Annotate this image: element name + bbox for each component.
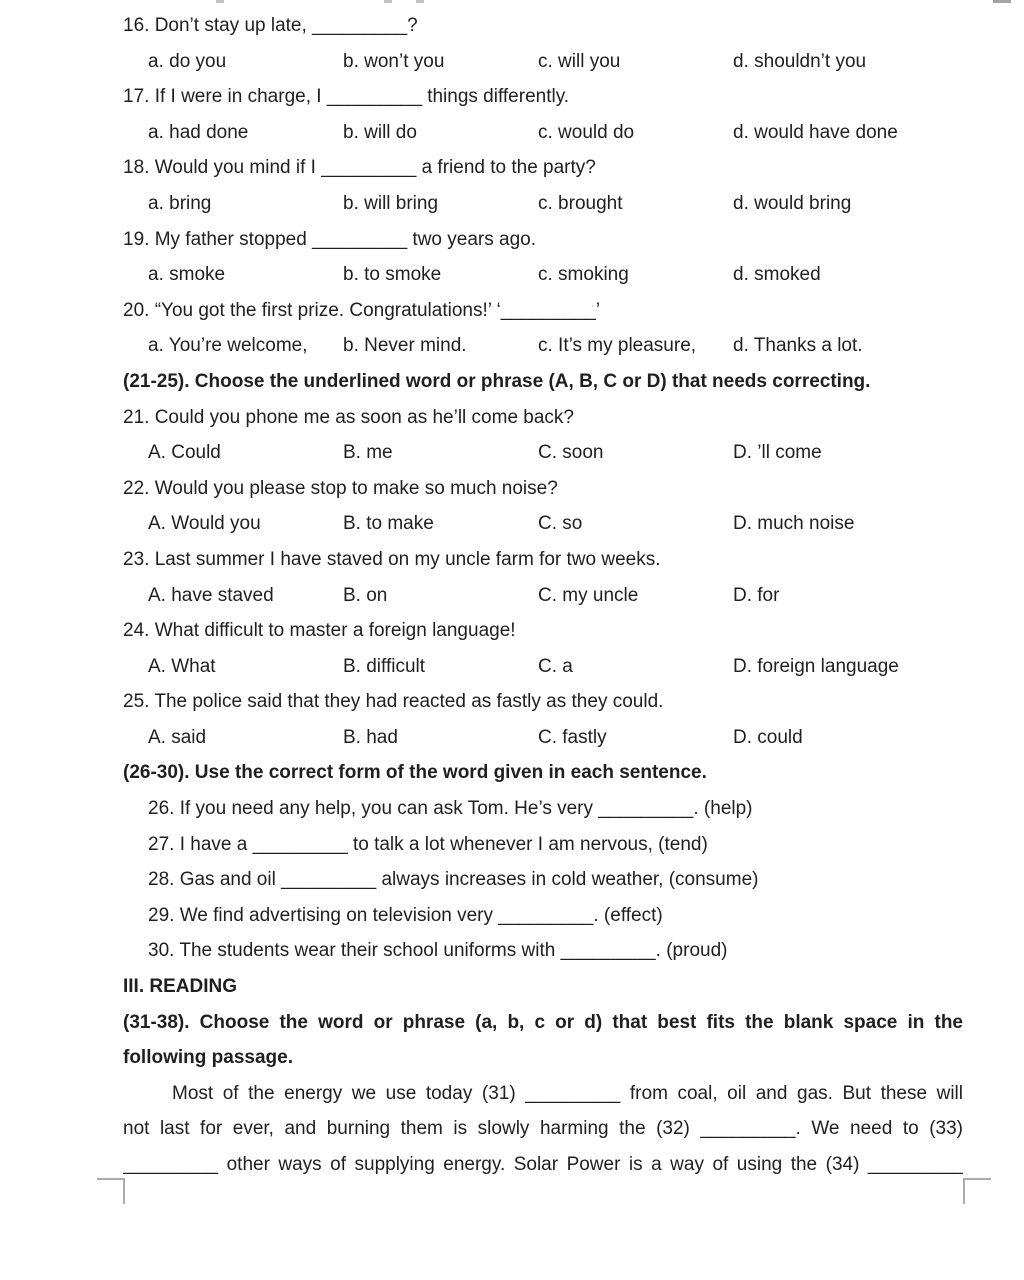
options-22 [123, 506, 963, 542]
section-heading-26-30: (26-30). Use the correct form of the word given in each sentence. [123, 762, 707, 784]
option-19-d: d. smoked [733, 264, 821, 286]
option-16-b: b. won’t you [343, 50, 445, 72]
reading-instruction-line-1: (31-38). Choose the word or phrase (a, b, c or d) that best fits the blank space in the [123, 1011, 963, 1033]
option-18-c: c. brought [538, 192, 623, 214]
options-16 [123, 44, 963, 80]
question-27: 27. I have a _________ to talk a lot whenever I am nervous, (tend) [148, 833, 708, 855]
option-24-d: D. foreign language [733, 655, 899, 677]
option-16-c: c. will you [538, 50, 621, 72]
option-21-d: D. ’ll come [733, 442, 822, 464]
option-25-a: A. said [148, 726, 207, 748]
option-17-c: c. would do [538, 121, 635, 143]
question-20: 20. “You got the first prize. Congratulations!’ ‘_________’ [123, 299, 601, 321]
question-30: 30. The students wear their school uniforms with _________. (proud) [148, 940, 728, 962]
option-16-a: a. do you [148, 50, 227, 72]
option-21-a: A. Could [148, 442, 221, 464]
option-24-b: B. difficult [343, 655, 426, 677]
passage-line-1: Most of the energy we use today (31) _________ from coal, oil and gas. But these will [172, 1082, 963, 1104]
option-21-b: B. me [343, 442, 393, 464]
cropped-text-remnant [416, 0, 424, 3]
option-20-d: d. Thanks a lot. [733, 335, 863, 357]
options-24 [123, 649, 963, 685]
option-19-c: c. smoking [538, 264, 629, 286]
question-28: 28. Gas and oil _________ always increases in cold weather, (consume) [148, 869, 759, 891]
question-19: 19. My father stopped _________ two years ago. [123, 228, 536, 250]
options-20 [123, 328, 963, 364]
option-19-b: b. to smoke [343, 264, 442, 286]
question-17: 17. If I were in charge, I _________ things differently. [123, 86, 570, 108]
option-18-d: d. would bring [733, 192, 852, 214]
test-content [123, 8, 963, 1183]
options-18 [123, 186, 963, 222]
option-21-c: C. soon [538, 442, 604, 464]
section-heading-21-25: (21-25). Choose the underlined word or phrase (A, B, C or D) that needs correcting. [123, 370, 871, 392]
question-29: 29. We find advertising on television very _________. (effect) [148, 904, 663, 926]
question-25: 25. The police said that they had reacted as fastly as they could. [123, 691, 664, 713]
option-17-d: d. would have done [733, 121, 898, 143]
reading-section-title: III. READING [123, 976, 238, 998]
question-24: 24. What difficult to master a foreign language! [123, 620, 516, 642]
option-18-a: a. bring [148, 192, 212, 214]
option-25-d: D. could [733, 726, 803, 748]
option-22-d: D. much noise [733, 513, 855, 535]
option-22-c: C. so [538, 513, 583, 535]
option-23-a: A. have staved [148, 584, 274, 606]
option-16-d: d. shouldn’t you [733, 50, 867, 72]
option-20-a: a. You’re welcome, [148, 335, 308, 357]
option-23-d: D. for [733, 584, 780, 606]
text-boundary-mark-right [963, 1178, 991, 1204]
reading-instruction-line-2: following passage. [123, 1047, 293, 1069]
options-23 [123, 578, 963, 614]
option-20-b: b. Never mind. [343, 335, 467, 357]
option-25-c: C. fastly [538, 726, 607, 748]
cropped-text-remnant [216, 0, 224, 3]
question-23: 23. Last summer I have staved on my uncle farm for two weeks. [123, 548, 661, 570]
question-22: 22. Would you please stop to make so much noise? [123, 477, 558, 499]
option-24-c: C. a [538, 655, 573, 677]
option-24-a: A. What [148, 655, 216, 677]
passage-line-2: not last for ever, and burning them is slowly harming the (32) _________. We need to (33) [123, 1118, 963, 1140]
option-23-b: B. on [343, 584, 388, 606]
options-25 [123, 720, 963, 756]
option-22-b: B. to make [343, 513, 434, 535]
options-21 [123, 435, 963, 471]
cropped-text-remnant [993, 0, 1011, 3]
option-23-c: C. my uncle [538, 584, 639, 606]
option-17-a: a. had done [148, 121, 249, 143]
option-22-a: A. Would you [148, 513, 261, 535]
option-20-c: c. It’s my pleasure, [538, 335, 697, 357]
question-18: 18. Would you mind if I _________ a friend to the party? [123, 157, 596, 179]
option-18-b: b. will bring [343, 192, 439, 214]
question-26: 26. If you need any help, you can ask Tom. He’s very _________. (help) [148, 798, 753, 820]
option-25-b: B. had [343, 726, 398, 748]
cropped-text-remnant [384, 0, 392, 3]
option-17-b: b. will do [343, 121, 417, 143]
options-17 [123, 115, 963, 151]
question-16: 16. Don’t stay up late, _________? [123, 15, 418, 36]
option-19-a: a. smoke [148, 264, 226, 286]
options-19 [123, 257, 963, 293]
question-21: 21. Could you phone me as soon as he’ll come back? [123, 406, 574, 428]
passage-line-3: _________ other ways of supplying energy. Solar Power is a way of using the (34) _________ [123, 1154, 963, 1175]
text-boundary-mark-left [97, 1178, 125, 1204]
